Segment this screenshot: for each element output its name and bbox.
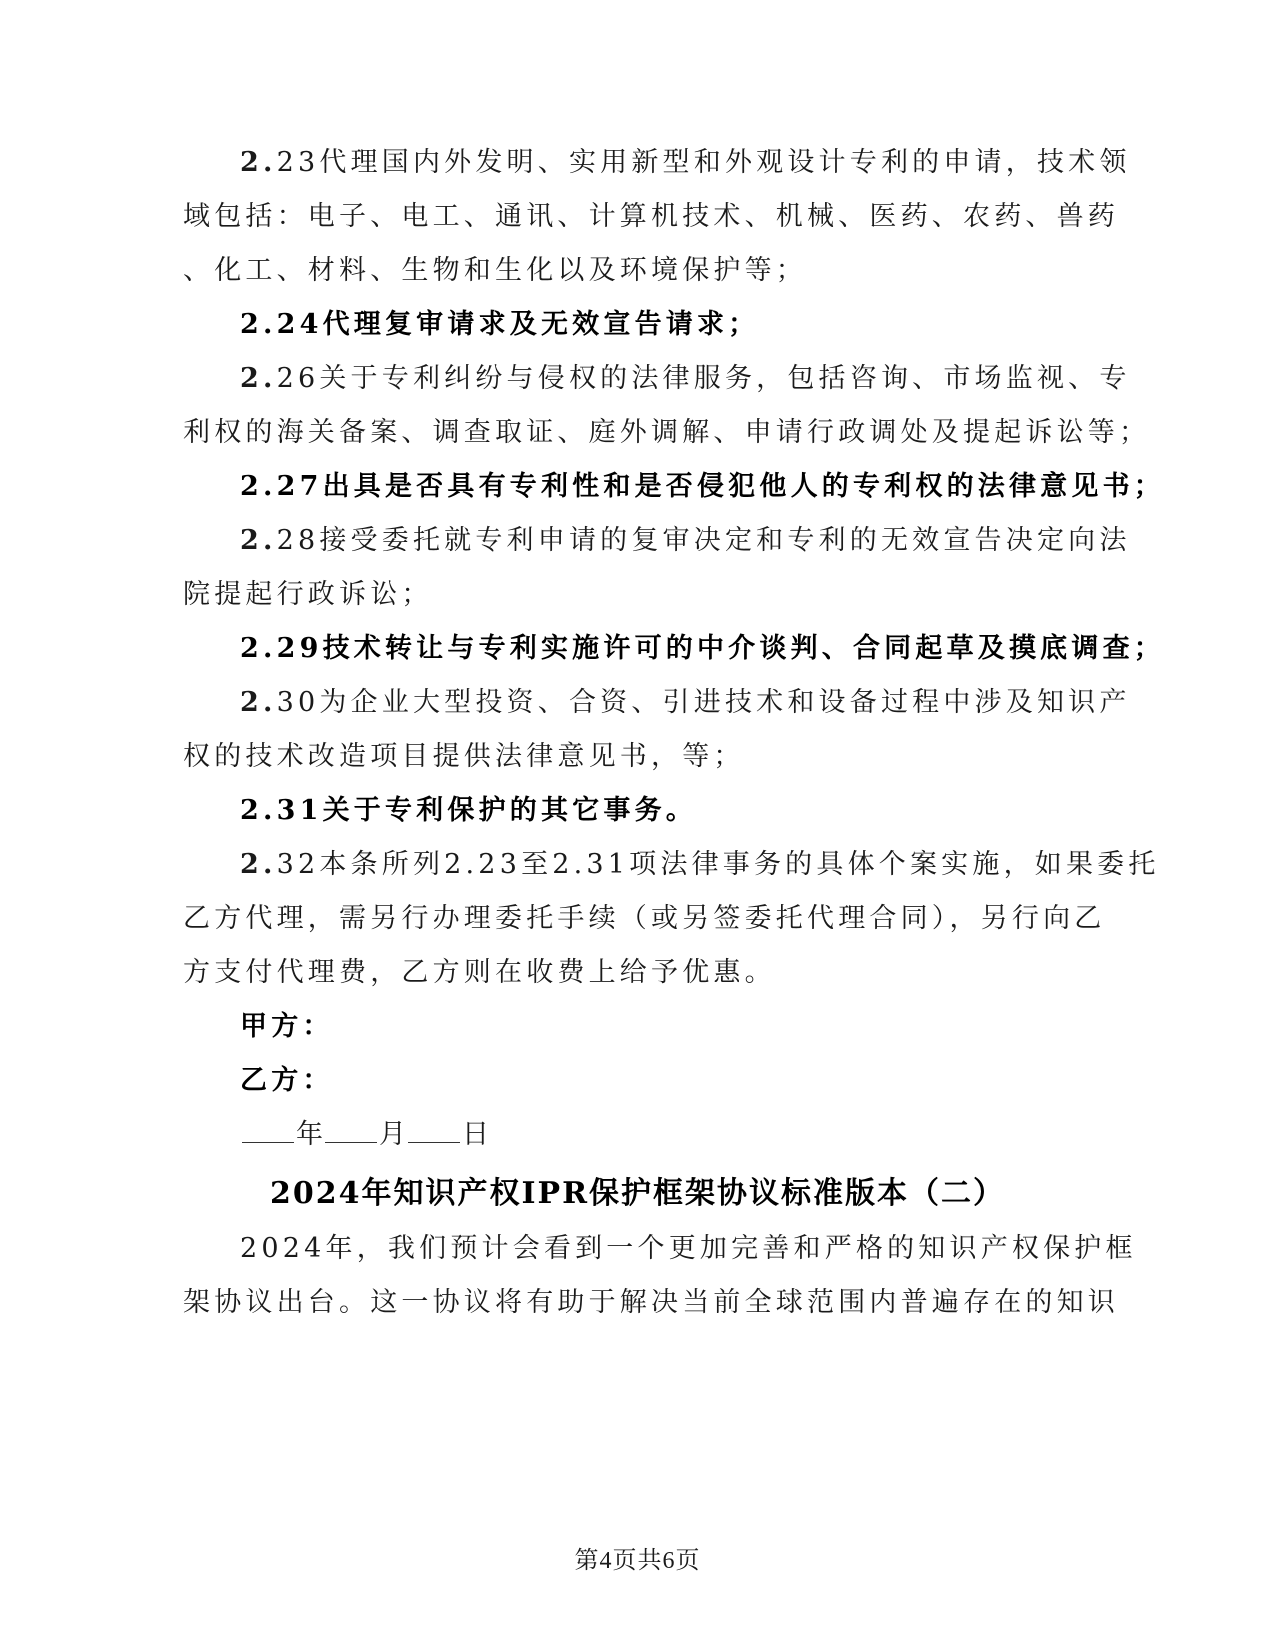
clause-2-24 xyxy=(240,305,759,345)
page-number: 第4页共6页 xyxy=(574,1548,701,1574)
party-b-label: 乙方： xyxy=(240,1065,334,1096)
month-label: 月 xyxy=(379,1119,406,1150)
clause-number: 2. xyxy=(240,633,277,664)
clause-2-26-line-1 xyxy=(240,359,1131,399)
signature-date xyxy=(240,1115,489,1155)
clause-2-32-line-2: 乙方代理，需另行办理委托手续（或另签委托代理合同），另行向乙 xyxy=(183,903,1106,934)
clause-text: 32本条所列2.23至2.31项法律事务的具体个案实施，如果委托 xyxy=(276,849,1160,880)
clause-number: 2. xyxy=(240,795,277,826)
clause-number: 2. xyxy=(240,471,277,502)
month-blank xyxy=(325,1116,377,1143)
intro-line-1: 2024年，我们预计会看到一个更加完善和严格的知识产权保护框 xyxy=(240,1233,1137,1264)
clause-2-31 xyxy=(240,791,697,831)
clause-2-28-line-2: 院提起行政诉讼； xyxy=(183,579,433,610)
clause-2-23-line-2: 域包括：电子、电工、通讯、计算机技术、机械、医药、农药、兽药 xyxy=(183,201,1119,232)
clause-2-23-line-1 xyxy=(240,143,1131,183)
clause-number: 2. xyxy=(240,147,277,178)
clause-text: 24代理复审请求及无效宣告请求； xyxy=(276,309,760,340)
clause-2-29 xyxy=(240,629,1165,669)
clause-2-26-line-2: 利权的海关备案、调查取证、庭外调解、申请行政调处及提起诉讼等； xyxy=(183,417,1151,448)
day-label: 日 xyxy=(462,1119,489,1150)
party-a-label: 甲方： xyxy=(240,1011,334,1042)
clause-text: 27出具是否具有专利性和是否侵犯他人的专利权的法律意见书； xyxy=(276,471,1165,502)
clause-2-32-line-3: 方支付代理费，乙方则在收费上给予优惠。 xyxy=(183,957,776,988)
clause-number: 2. xyxy=(240,849,277,880)
clause-2-27 xyxy=(240,467,1165,507)
clause-number: 2. xyxy=(240,687,277,718)
section-title: 2024年知识产权IPR保护框架协议标准版本（二） xyxy=(269,1176,1006,1211)
clause-text: 30为企业大型投资、合资、引进技术和设备过程中涉及知识产 xyxy=(276,687,1131,718)
clause-text: 29技术转让与专利实施许可的中介谈判、合同起草及摸底调查； xyxy=(276,633,1165,664)
year-blank xyxy=(242,1116,294,1143)
year-label: 年 xyxy=(296,1119,323,1150)
clause-text: 26关于专利纠纷与侵权的法律服务，包括咨询、市场监视、专 xyxy=(276,363,1131,394)
intro-line-2: 架协议出台。这一协议将有助于解决当前全球范围内普遍存在的知识 xyxy=(183,1287,1119,1318)
clause-text: 31关于专利保护的其它事务。 xyxy=(276,795,697,826)
clause-2-30-line-2: 权的技术改造项目提供法律意见书，等； xyxy=(183,741,745,772)
clause-2-23-line-3: 、化工、材料、生物和生化以及环境保护等； xyxy=(183,255,807,286)
day-blank xyxy=(408,1116,460,1143)
clause-text: 23代理国内外发明、实用新型和外观设计专利的申请，技术领 xyxy=(276,147,1131,178)
clause-2-30-line-1 xyxy=(240,683,1131,723)
clause-number: 2. xyxy=(240,363,277,394)
clause-2-28-line-1 xyxy=(240,521,1131,561)
clause-number: 2. xyxy=(240,309,277,340)
clause-text: 28接受委托就专利申请的复审决定和专利的无效宣告决定向法 xyxy=(276,525,1131,556)
clause-2-32-line-1 xyxy=(240,845,1160,885)
clause-number: 2. xyxy=(240,525,277,556)
